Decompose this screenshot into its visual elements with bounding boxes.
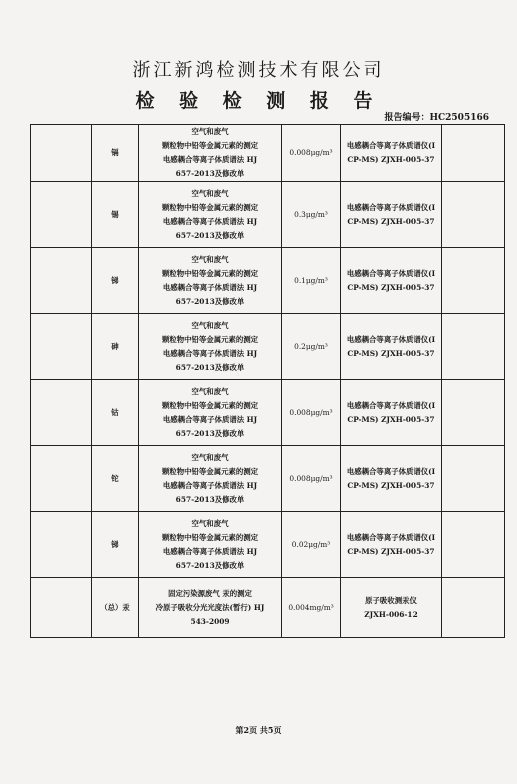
detection-limit-cell: 0.008μg/m³ xyxy=(282,125,341,182)
method-line: 电感耦合等离子体质谱法 HJ xyxy=(162,546,258,556)
item-cell: 锑 xyxy=(92,512,139,578)
method-line: 颗粒物中铅等金属元素的测定 xyxy=(161,400,259,410)
item-cell: 钴 xyxy=(92,380,139,446)
detection-limit-cell: 0.2μg/m³ xyxy=(282,314,341,380)
blank-cell xyxy=(31,182,92,248)
method-line: 空气和废气 xyxy=(191,518,229,528)
method-cell xyxy=(139,512,282,578)
detection-limit-cell: 0.008μg/m³ xyxy=(282,446,341,512)
instrument-line: CP-MS) ZJXH-005-37 xyxy=(347,282,435,292)
method-line: 空气和废气 xyxy=(191,320,229,330)
report-title: 检 验 检 测 报 告 xyxy=(135,90,382,112)
instrument-cell xyxy=(341,125,442,182)
blank-cell xyxy=(442,248,505,314)
method-cell xyxy=(139,125,282,182)
method-line: 电感耦合等离子体质谱法 HJ xyxy=(162,216,258,226)
instrument-cell xyxy=(341,248,442,314)
page-number: 第2页 共5页 xyxy=(235,725,282,735)
method-line: 固定污染源废气 汞的测定 xyxy=(168,588,252,598)
item-cell: 锑 xyxy=(92,248,139,314)
instrument-cell xyxy=(341,314,442,380)
blank-cell xyxy=(442,182,505,248)
item-cell: 锡 xyxy=(92,182,139,248)
method-line: 颗粒物中铅等金属元素的测定 xyxy=(161,532,259,542)
instrument-cell xyxy=(341,380,442,446)
method-line: 颗粒物中铅等金属元素的测定 xyxy=(161,268,259,278)
method-line: 颗粒物中铅等金属元素的测定 xyxy=(161,466,259,476)
method-cell xyxy=(139,446,282,512)
instrument-line: ZJXH-006-12 xyxy=(364,609,418,619)
instrument-line: 电感耦合等离子体质谱仪(I xyxy=(346,268,436,278)
method-cell xyxy=(139,578,282,638)
blank-cell xyxy=(442,512,505,578)
method-line: 657-2013及修改单 xyxy=(175,428,245,438)
blank-cell xyxy=(442,578,505,638)
detection-limit-cell: 0.1μg/m³ xyxy=(282,248,341,314)
table-row xyxy=(31,446,505,512)
method-line: 电感耦合等离子体质谱法 HJ xyxy=(162,480,258,490)
blank-cell xyxy=(31,578,92,638)
table-row xyxy=(31,248,505,314)
method-line: 空气和废气 xyxy=(191,386,229,396)
detection-limit-cell: 0.008μg/m³ xyxy=(282,380,341,446)
method-line: 657-2013及修改单 xyxy=(175,169,245,178)
item-cell: 镉 xyxy=(92,125,139,182)
instrument-line: 原子吸收测汞仪 xyxy=(365,595,417,605)
method-line: 电感耦合等离子体质谱法 HJ xyxy=(162,414,258,424)
report-number: 报告编号：HC2505166 xyxy=(384,113,489,123)
method-line: 电感耦合等离子体质谱法 HJ xyxy=(162,155,258,164)
instrument-line: 电感耦合等离子体质谱仪(I xyxy=(346,466,436,476)
method-line: 657-2013及修改单 xyxy=(175,362,245,372)
method-line: 657-2013及修改单 xyxy=(175,230,245,240)
method-line: 543-2009 xyxy=(190,616,230,626)
table-row xyxy=(31,578,505,638)
instrument-cell xyxy=(341,446,442,512)
item-cell: 砷 xyxy=(92,314,139,380)
instrument-line: 电感耦合等离子体质谱仪(I xyxy=(346,532,436,542)
blank-cell xyxy=(31,248,92,314)
detection-limit-cell: 0.004mg/m³ xyxy=(282,578,341,638)
table-row xyxy=(31,314,505,380)
method-line: 空气和废气 xyxy=(191,127,229,136)
method-cell xyxy=(139,248,282,314)
instrument-line: 电感耦合等离子体质谱仪(I xyxy=(346,141,436,150)
method-line: 电感耦合等离子体质谱法 HJ xyxy=(162,282,258,292)
instrument-line: CP-MS) ZJXH-005-37 xyxy=(347,480,435,490)
method-line: 颗粒物中铅等金属元素的测定 xyxy=(161,334,259,344)
blank-cell xyxy=(442,125,505,182)
blank-cell xyxy=(31,314,92,380)
method-line: 空气和废气 xyxy=(191,452,229,462)
table-row xyxy=(31,512,505,578)
method-line: 657-2013及修改单 xyxy=(175,494,245,504)
blank-cell xyxy=(31,125,92,182)
method-line: 颗粒物中铅等金属元素的测定 xyxy=(161,141,259,150)
table-row xyxy=(31,380,505,446)
instrument-line: CP-MS) ZJXH-005-37 xyxy=(347,414,435,424)
instrument-line: 电感耦合等离子体质谱仪(I xyxy=(346,202,436,212)
method-line: 空气和废气 xyxy=(191,188,229,198)
item-cell: （总）汞 xyxy=(92,578,139,638)
test-methods-table xyxy=(30,124,505,638)
method-line: 冷原子吸收分光光度法(暂行) HJ xyxy=(155,602,265,612)
item-cell: 铊 xyxy=(92,446,139,512)
method-line: 颗粒物中铅等金属元素的测定 xyxy=(161,202,259,212)
method-cell xyxy=(139,380,282,446)
blank-cell xyxy=(442,380,505,446)
method-line: 657-2013及修改单 xyxy=(175,296,245,306)
company-name: 浙江新鸿检测技术有限公司 xyxy=(132,60,385,81)
method-cell xyxy=(139,314,282,380)
instrument-line: 电感耦合等离子体质谱仪(I xyxy=(346,400,436,410)
blank-cell xyxy=(442,314,505,380)
detection-limit-cell: 0.02μg/m³ xyxy=(282,512,341,578)
blank-cell xyxy=(442,446,505,512)
method-line: 657-2013及修改单 xyxy=(175,560,245,570)
table-row xyxy=(31,125,505,182)
blank-cell xyxy=(31,446,92,512)
instrument-line: 电感耦合等离子体质谱仪(I xyxy=(346,334,436,344)
method-line: 空气和废气 xyxy=(191,254,229,264)
method-cell xyxy=(139,182,282,248)
instrument-line: CP-MS) ZJXH-005-37 xyxy=(347,348,435,358)
detection-limit-cell: 0.3μg/m³ xyxy=(282,182,341,248)
table-row xyxy=(31,182,505,248)
instrument-cell xyxy=(341,512,442,578)
blank-cell xyxy=(31,380,92,446)
method-line: 电感耦合等离子体质谱法 HJ xyxy=(162,348,258,358)
instrument-line: CP-MS) ZJXH-005-37 xyxy=(347,546,435,556)
instrument-cell xyxy=(341,578,442,638)
blank-cell xyxy=(31,512,92,578)
instrument-line: CP-MS) ZJXH-005-37 xyxy=(347,216,435,226)
instrument-line: CP-MS) ZJXH-005-37 xyxy=(347,155,435,164)
instrument-cell xyxy=(341,182,442,248)
